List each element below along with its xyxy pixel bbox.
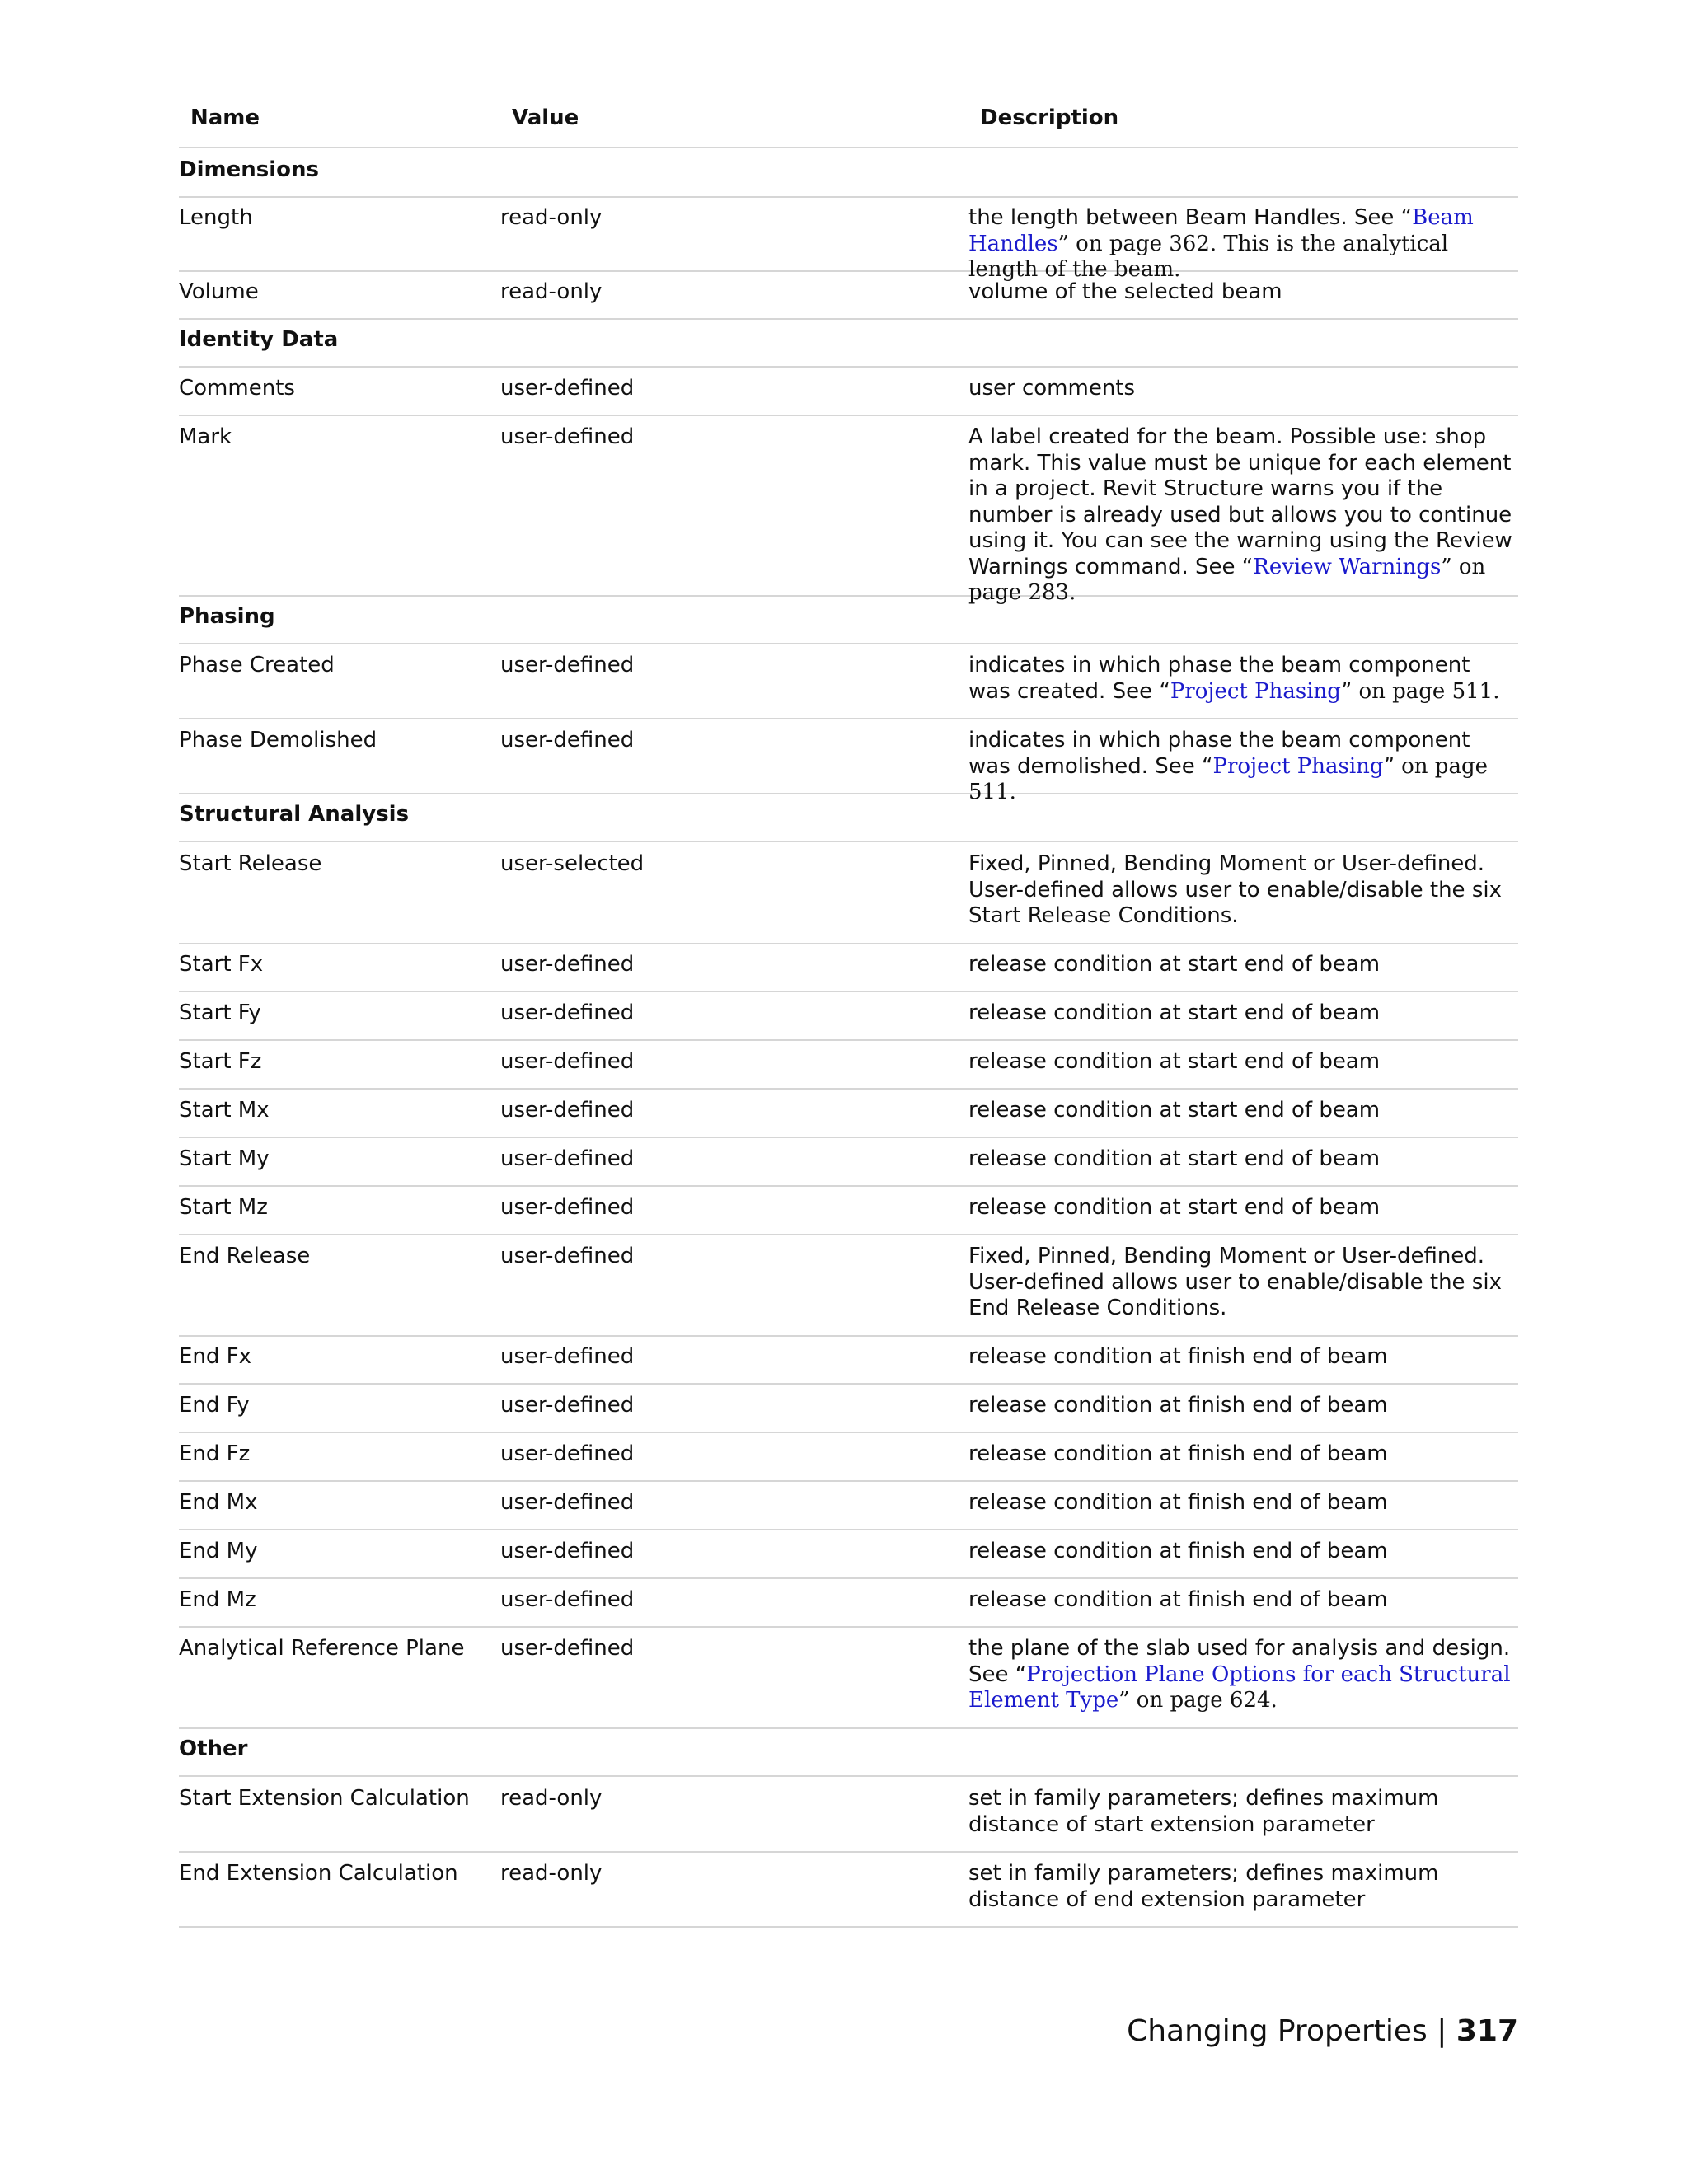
table-row: [179, 415, 1518, 605]
table-row: [179, 1530, 1518, 1579]
description-text: Fixed, Pinned, Bending Moment or User-defined. User-defined allows user to enable/disable the six Start Release Conditions.: [968, 851, 1502, 928]
param-description: [968, 1344, 1518, 1371]
param-value: read-only: [500, 279, 603, 304]
description-text: the length between Beam Handles. See “: [968, 205, 1413, 230]
param-value: user-defined: [500, 1636, 635, 1661]
param-value: user-defined: [500, 1049, 635, 1074]
param-description: [968, 952, 1518, 978]
table-row: [179, 1777, 1518, 1853]
param-description: [968, 1786, 1518, 1838]
param-description: [968, 1098, 1518, 1124]
description-text: Fixed, Pinned, Bending Moment or User-defined. User-defined allows user to enable/disable the six End Release Conditions.: [968, 1244, 1502, 1320]
param-value: user-defined: [500, 1393, 635, 1418]
param-name: Start My: [179, 1146, 270, 1171]
description-text: A label created for the beam. Possible use: shop mark. This value must be unique for each element in a project. Revit Structure warns you if the number is already used but allows you to continue using it. You can see the warning using the Review Warnings command. See “: [968, 424, 1512, 579]
param-value: user-selected: [500, 851, 645, 876]
param-name: Start Fz: [179, 1049, 262, 1074]
description-text: ” on page 624.: [1118, 1688, 1278, 1713]
param-name: Analytical Reference Plane: [179, 1636, 465, 1661]
section-row: [179, 595, 1518, 644]
description-text: release condition at finish end of beam: [968, 1490, 1388, 1515]
footer-separator: |: [1437, 2014, 1447, 2048]
param-name: Volume: [179, 279, 259, 304]
param-description: [968, 1861, 1518, 1913]
param-value: user-defined: [500, 424, 635, 449]
section-title: Dimensions: [179, 157, 319, 182]
param-name: End Release: [179, 1244, 311, 1268]
table-row: [179, 1432, 1518, 1482]
param-value: user-defined: [500, 1344, 635, 1369]
section-title: Structural Analysis: [179, 802, 410, 827]
param-description: [968, 1490, 1518, 1516]
header-value: Value: [512, 105, 579, 130]
cross-reference-link[interactable]: Project Phasing: [1170, 678, 1341, 704]
param-value: read-only: [500, 1861, 603, 1886]
param-value: user-defined: [500, 1587, 635, 1612]
param-name: End Extension Calculation: [179, 1861, 458, 1886]
param-description: [968, 1244, 1518, 1322]
cross-reference-link[interactable]: Project Phasing: [1212, 753, 1384, 779]
param-name: End Mx: [179, 1490, 258, 1515]
param-name: Start Mx: [179, 1098, 270, 1122]
param-name: End My: [179, 1539, 258, 1563]
description-text: release condition at finish end of beam: [968, 1587, 1388, 1612]
page-footer: [1127, 2014, 1518, 2048]
table-row: [179, 1235, 1518, 1337]
section-row: [179, 318, 1518, 368]
table-row: [179, 1335, 1518, 1385]
section-title: Other: [179, 1736, 248, 1761]
param-value: user-defined: [500, 952, 635, 977]
param-description: [968, 424, 1518, 607]
description-text: ” on page 511.: [968, 753, 1488, 804]
param-value: read-only: [500, 205, 603, 230]
param-description: [968, 653, 1518, 705]
param-value: user-defined: [500, 728, 635, 752]
description-text: release condition at finish end of beam: [968, 1441, 1388, 1466]
param-value: user-defined: [500, 1244, 635, 1268]
param-value: user-defined: [500, 1146, 635, 1171]
description-text: indicates in which phase the beam component was created. See “: [968, 653, 1470, 704]
param-name: Phase Demolished: [179, 728, 377, 752]
description-text: release condition at start end of beam: [968, 1098, 1381, 1122]
description-text: ” on page 362. This is the analytical length of the beam.: [968, 231, 1449, 282]
param-name: Phase Created: [179, 653, 335, 677]
param-name: Comments: [179, 376, 295, 401]
description-text: release condition at start end of beam: [968, 1195, 1381, 1220]
header-description: Description: [980, 105, 1119, 130]
param-name: End Mz: [179, 1587, 256, 1612]
description-text: the plane of the slab used for analysis and design. See “: [968, 1636, 1511, 1687]
param-description: [968, 1441, 1518, 1468]
param-value: user-defined: [500, 1490, 635, 1515]
table-row: [179, 1481, 1518, 1530]
table-header: [179, 105, 1518, 148]
param-name: Mark: [179, 424, 232, 449]
header-name: Name: [190, 105, 260, 130]
param-description: [968, 1049, 1518, 1076]
description-text: ” on page 511.: [1340, 678, 1500, 704]
section-title: Identity Data: [179, 327, 339, 352]
param-description: [968, 1539, 1518, 1565]
table-row: [179, 1627, 1518, 1729]
param-name: End Fy: [179, 1393, 250, 1418]
param-description: [968, 851, 1518, 930]
table-row: [179, 644, 1518, 719]
param-name: Start Mz: [179, 1195, 268, 1220]
table-row: [179, 367, 1518, 416]
param-value: read-only: [500, 1786, 603, 1811]
param-name: Start Fx: [179, 952, 264, 977]
param-value: user-defined: [500, 1195, 635, 1220]
param-value: user-defined: [500, 653, 635, 677]
description-text: release condition at finish end of beam: [968, 1344, 1388, 1369]
description-text: release condition at finish end of beam: [968, 1393, 1388, 1418]
param-name: Start Release: [179, 851, 322, 876]
description-text: release condition at start end of beam: [968, 1146, 1381, 1171]
description-text: user comments: [968, 376, 1136, 401]
param-value: user-defined: [500, 1539, 635, 1563]
table-row: [179, 1384, 1518, 1433]
section-row: [179, 148, 1518, 198]
table-row: [179, 719, 1518, 804]
description-text: set in family parameters; defines maximum distance of end extension parameter: [968, 1861, 1439, 1912]
description-text: set in family parameters; defines maximum distance of start extension parameter: [968, 1786, 1439, 1837]
param-name: Start Extension Calculation: [179, 1786, 470, 1811]
table-row: [179, 842, 1518, 944]
param-name: Length: [179, 205, 253, 230]
param-description: [968, 1393, 1518, 1419]
description-text: ” on page 283.: [968, 554, 1486, 605]
param-description: [968, 376, 1518, 402]
cross-reference-link[interactable]: Projection Plane Options for each Structural Element Type: [968, 1661, 1511, 1713]
param-value: user-defined: [500, 1001, 635, 1025]
param-description: [968, 1001, 1518, 1027]
cross-reference-link[interactable]: Beam Handles: [968, 205, 1474, 256]
table-row: [179, 943, 1518, 992]
description-text: release condition at start end of beam: [968, 1049, 1381, 1074]
table-row: [179, 196, 1518, 282]
param-value: user-defined: [500, 1098, 635, 1122]
description-text: release condition at finish end of beam: [968, 1539, 1388, 1563]
param-value: user-defined: [500, 376, 635, 401]
table-row: [179, 1852, 1518, 1928]
page-number: 317: [1456, 2014, 1518, 2048]
section-row: [179, 793, 1518, 842]
table-row: [179, 1040, 1518, 1090]
section-row: [179, 1727, 1518, 1777]
table-row: [179, 1186, 1518, 1235]
table-row: [179, 1137, 1518, 1187]
table-row: [179, 270, 1518, 320]
section-title: Phasing: [179, 604, 275, 629]
param-value: user-defined: [500, 1441, 635, 1466]
table-row: [179, 991, 1518, 1041]
param-name: End Fz: [179, 1441, 251, 1466]
param-description: [968, 279, 1518, 306]
table-row: [179, 1578, 1518, 1628]
description-text: release condition at start end of beam: [968, 1001, 1381, 1025]
description-text: release condition at start end of beam: [968, 952, 1381, 977]
param-description: [968, 1587, 1518, 1614]
table-row: [179, 1089, 1518, 1138]
param-description: [968, 1146, 1518, 1173]
param-name: Start Fy: [179, 1001, 261, 1025]
description-text: indicates in which phase the beam component was demolished. See “: [968, 728, 1470, 779]
cross-reference-link[interactable]: Review Warnings: [1253, 554, 1442, 579]
param-description: [968, 1636, 1518, 1714]
param-description: [968, 1195, 1518, 1221]
description-text: volume of the selected beam: [968, 279, 1282, 304]
param-name: End Fx: [179, 1344, 252, 1369]
chapter-title: Changing Properties: [1127, 2014, 1428, 2048]
